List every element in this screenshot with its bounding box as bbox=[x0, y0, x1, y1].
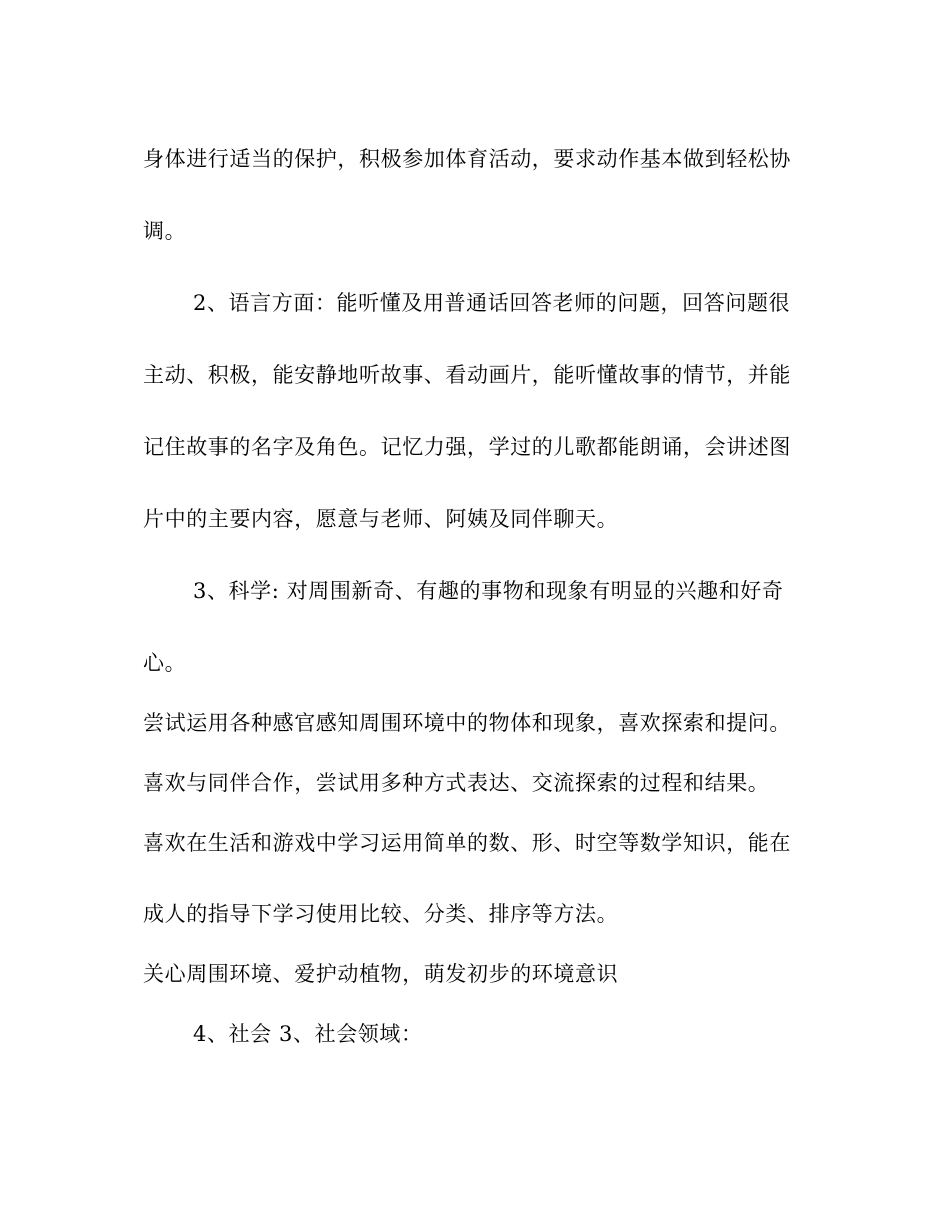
text-line: 喜欢与同伴合作，尝试用多种方式表达、交流探索的过程和结果。 bbox=[143, 771, 770, 795]
paragraph-language: 2、语言方面：能听懂及用普通话回答老师的问题，回答问题很 bbox=[193, 291, 791, 315]
text-line: 关心周围环境、爱护动植物，萌发初步的环境意识 bbox=[143, 962, 619, 986]
text-line: 记住故事的名字及角色。记忆力强，学过的儿歌都能朗诵，会讲述图 bbox=[143, 435, 791, 459]
text-line: 尝试运用各种感官感知周围环境中的物体和现象，喜欢探索和提问。 bbox=[143, 711, 791, 735]
text-line: 主动、积极，能安静地听故事、看动画片，能听懂故事的情节，并能 bbox=[143, 363, 791, 387]
paragraph-science: 3、科学: 对周围新奇、有趣的事物和现象有明显的兴趣和好奇 bbox=[193, 579, 784, 603]
text-line: 片中的主要内容，愿意与老师、阿姨及同伴聊天。 bbox=[143, 507, 619, 531]
text-line: 调。 bbox=[143, 219, 187, 243]
paragraph-society: 4、社会 3、社会领域： bbox=[193, 1022, 423, 1046]
text-line: 成人的指导下学习使用比较、分类、排序等方法。 bbox=[143, 902, 619, 926]
text-line: 身体进行适当的保护，积极参加体育活动，要求动作基本做到轻松协 bbox=[143, 147, 791, 171]
text-line: 喜欢在生活和游戏中学习运用简单的数、形、时空等数学知识，能在 bbox=[143, 831, 791, 855]
text-line: 心。 bbox=[143, 651, 187, 675]
